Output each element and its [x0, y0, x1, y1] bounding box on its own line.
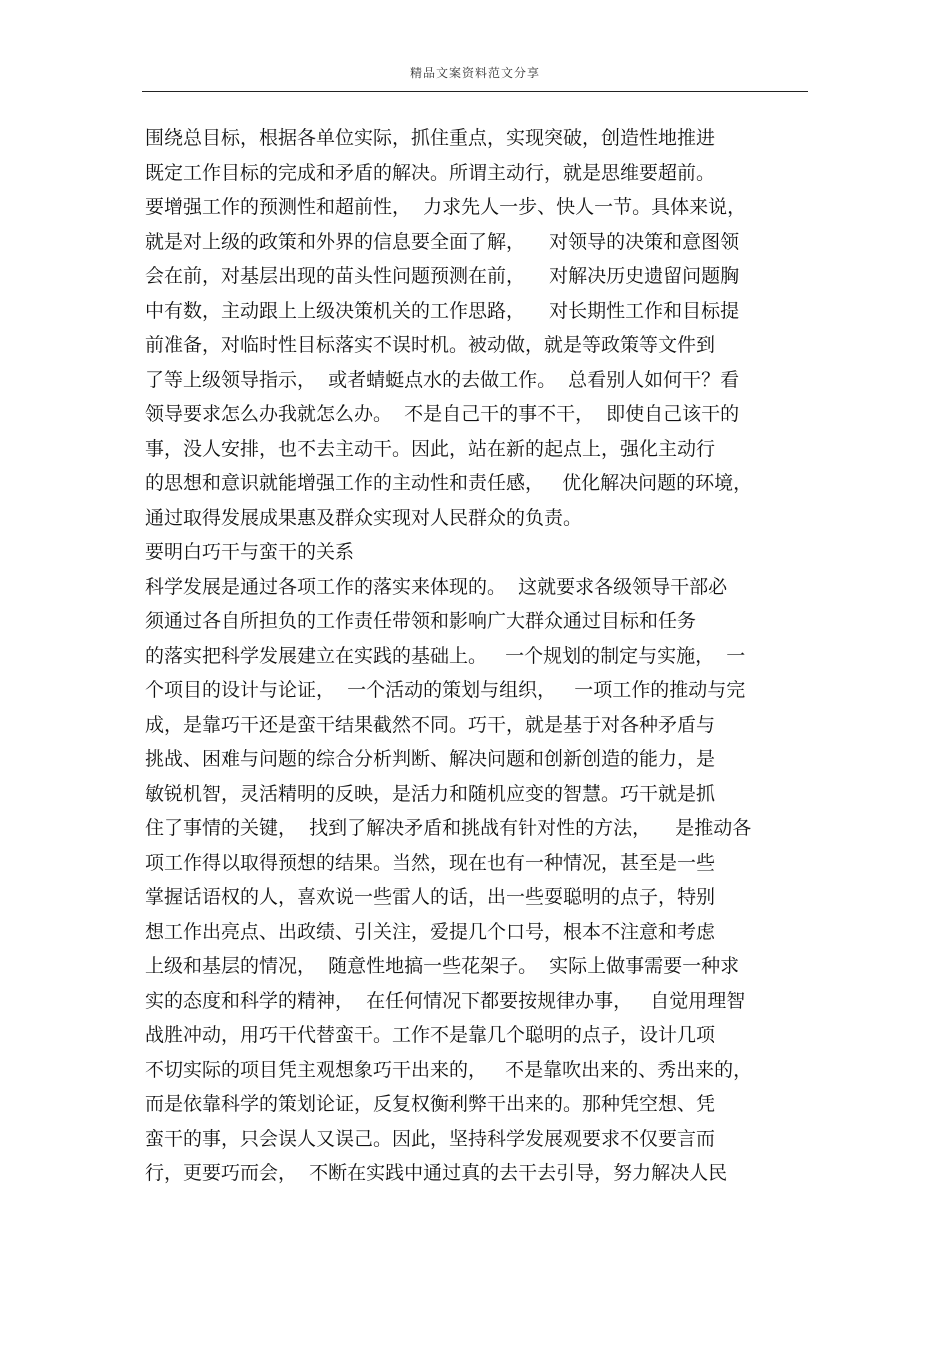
text-line: 前准备，对临时性目标落实不误时机。被动做，就是等政策等文件到: [145, 334, 716, 356]
text-line: 敏锐机智，灵活精明的反映，是活力和随机应变的智慧。巧干就是抓: [145, 782, 716, 805]
text-line: 会在前，对基层出现的苗头性问题预测在前， 对解决历史遗留问题胸: [145, 265, 740, 287]
text-line: 上级和基层的情况， 随意性地搞一些花架子。 实际上做事需要一种求: [145, 955, 740, 977]
text-line: 须通过各自所担负的工作责任带领和影响广大群众通过目标和任务: [145, 610, 697, 632]
text-line: 既定工作目标的完成和矛盾的解决。所谓主动行，就是思维要超前。: [145, 161, 716, 184]
text-line: 围绕总目标，根据各单位实际，抓住重点，实现突破，创造性地推进: [145, 127, 716, 149]
text-line: 个项目的设计与论证， 一个活动的策划与组织， 一项工作的推动与完: [145, 679, 746, 701]
page-header-title: 精品文案资料范文分享: [409, 66, 540, 80]
text-line: 实的态度和科学的精神， 在任何情况下都要按规律办事， 自觉用理智: [145, 989, 746, 1012]
text-line: 了等上级领导指示， 或者蜻蜓点水的去做工作。 总看别人如何干？看: [145, 368, 740, 391]
text-line: 成，是靠巧干还是蛮干结果截然不同。巧干，就是基于对各种矛盾与: [145, 713, 716, 736]
text-line: 通过取得发展成果惠及群众实现对人民群众的负责。: [145, 506, 583, 529]
text-line: 中有数，主动跟上上级决策机关的工作思路， 对长期性工作和目标提: [145, 299, 740, 322]
text-line: 而是依靠科学的策划论证，反复权衡利弊干出来的。那种凭空想、凭: [145, 1093, 716, 1115]
text-line: 的落实把科学发展建立在实践的基础上。 一个规划的制定与实施， 一: [145, 644, 746, 667]
text-line: 蛮干的事，只会误人又误己。因此，坚持科学发展观要求不仅要言而: [145, 1127, 716, 1150]
section-heading: 要明白巧干与蛮干的关系: [145, 541, 355, 563]
text-line: 科学发展是通过各项工作的落实来体现的。 这就要求各级领导干部必: [145, 575, 728, 598]
header-divider: [142, 91, 808, 92]
text-line: 事，没人安排，也不去主动干。因此，站在新的起点上，强化主动行: [145, 437, 716, 460]
text-line: 不切实际的项目凭主观想象巧干出来的， 不是靠吹出来的、秀出来的，: [145, 1058, 753, 1081]
text-line: 掌握话语权的人，喜欢说一些雷人的话，出一些耍聪明的点子，特别: [145, 886, 716, 908]
text-line: 就是对上级的政策和外界的信息要全面了解， 对领导的决策和意图领: [145, 230, 740, 253]
body-text: [145, 121, 815, 1191]
text-line: 想工作出亮点、出政绩、引关注，爱提几个口号，根本不注意和考虑: [145, 920, 716, 943]
text-line: 挑战、困难与问题的综合分析判断、解决问题和创新创造的能力，是: [145, 748, 716, 770]
text-line: 项工作得以取得预想的结果。当然，现在也有一种情况，甚至是一些: [145, 851, 716, 874]
text-line: 要增强工作的预测性和超前性， 力求先人一步、快人一节。具体来说，: [145, 196, 747, 218]
text-line: 住了事情的关键， 找到了解决矛盾和挑战有针对性的方法， 是推动各: [145, 817, 752, 839]
text-line: 领导要求怎么办我就怎么办。 不是自己干的事不干， 即使自己该干的: [145, 403, 740, 425]
text-line: 的思想和意识就能增强工作的主动性和责任感， 优化解决问题的环境，: [145, 472, 753, 494]
text-line: 行，更要巧而会， 不断在实践中通过真的去干去引导，努力解决人民: [145, 1162, 728, 1184]
text-line: 战胜冲动，用巧干代替蛮干。工作不是靠几个聪明的点子，设计几项: [145, 1024, 716, 1046]
